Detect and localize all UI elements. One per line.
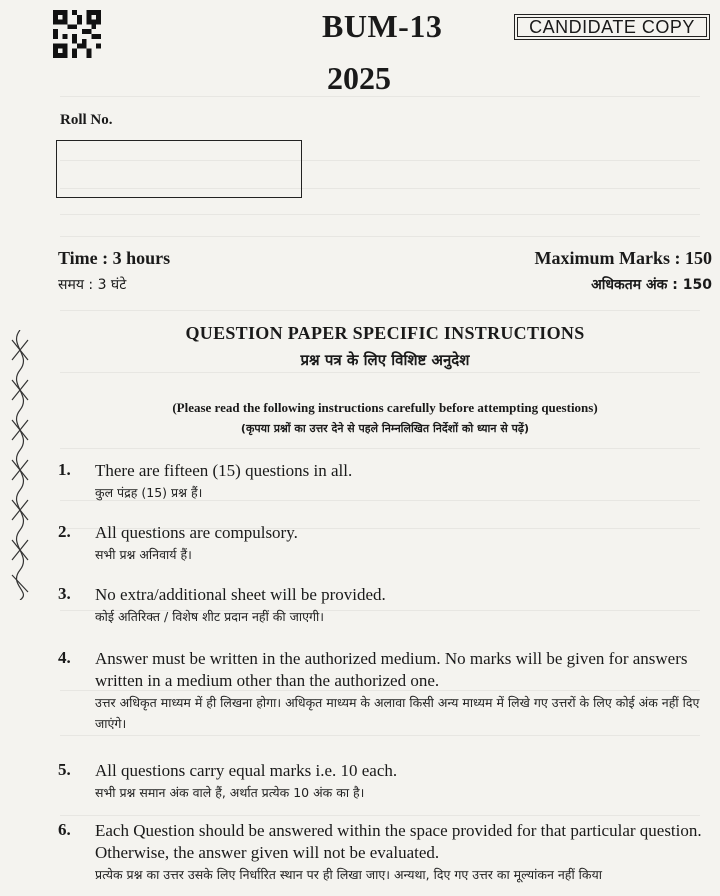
instruction-item bbox=[58, 820, 718, 885]
instruction-item bbox=[58, 522, 718, 565]
item-text: All questions are compulsory. bbox=[95, 523, 298, 542]
item-text: Each Question should be answered within the space provided for that particular question. Otherwise, the answer given will not be evaluated. bbox=[95, 821, 702, 862]
item-text-hindi: कुल पंद्रह (15) प्रश्न हैं। bbox=[95, 485, 203, 500]
item-number: 2. bbox=[58, 522, 71, 541]
time-hindi: समय : 3 घंटे bbox=[58, 277, 127, 293]
item-number: 1. bbox=[58, 460, 71, 479]
item-number: 6. bbox=[58, 820, 71, 839]
item-text: All questions carry equal marks i.e. 10 each. bbox=[95, 761, 398, 780]
instructions-note-hindi: (कृपया प्रश्नों का उत्तर देने से पहले निम्नलिखित निर्देशों को ध्यान से पढ़ें) bbox=[240, 422, 530, 435]
item-text: Answer must be written in the authorized medium. No marks will be given for answers written in a medium other than the authorized one. bbox=[95, 649, 688, 690]
item-number: 4. bbox=[58, 648, 71, 667]
item-text-hindi: उत्तर अधिकृत माध्यम में ही लिखना होगा। अधिकृत माध्यम के अलावा किसी अन्य माध्यम में लिखे गए उत्तरों के लिए कोई अंक नहीं दिए जाएंगे। bbox=[95, 695, 700, 731]
decorative-border-strip bbox=[6, 330, 34, 600]
item-text: No extra/additional sheet will be provided. bbox=[95, 585, 386, 604]
item-text-hindi: सभी प्रश्न समान अंक वाले हैं, अर्थात प्रत्येक 10 अंक का है। bbox=[95, 785, 365, 800]
instruction-item bbox=[58, 584, 718, 627]
candidate-copy-badge bbox=[514, 14, 710, 40]
instruction-item bbox=[58, 648, 718, 734]
roll-number-box[interactable] bbox=[56, 140, 302, 198]
max-marks-hindi: अधिकतम अंक : 150 bbox=[591, 277, 712, 293]
instructions-title-hindi: प्रश्न पत्र के लिए विशिष्ट अनुदेश bbox=[300, 351, 470, 369]
instructions-title: QUESTION PAPER SPECIFIC INSTRUCTIONS bbox=[185, 323, 585, 343]
item-text-hindi: कोई अतिरिक्त / विशेष शीट प्रदान नहीं की जाएगी। bbox=[95, 609, 325, 624]
instructions-note: (Please read the following instructions carefully before attempting questions) bbox=[172, 400, 598, 415]
candidate-copy-label: CANDIDATE COPY bbox=[517, 17, 707, 37]
instruction-item bbox=[58, 460, 718, 503]
instruction-item bbox=[58, 760, 718, 803]
time-english: Time : 3 hours bbox=[58, 248, 171, 268]
roll-number-label: Roll No. bbox=[60, 112, 113, 128]
item-text-hindi: प्रत्येक प्रश्न का उत्तर उसके लिए निर्धारित स्थान पर ही लिखा जाए। अन्यथा, दिए गए उत्तर का मूल्यांकन नहीं किया bbox=[95, 867, 602, 882]
item-text-hindi: सभी प्रश्न अनिवार्य हैं। bbox=[95, 547, 192, 562]
item-number: 3. bbox=[58, 584, 71, 603]
paper-code: BUM-13 bbox=[322, 8, 443, 44]
qr-code-icon bbox=[52, 10, 102, 58]
max-marks-english: Maximum Marks : 150 bbox=[534, 248, 712, 268]
item-text: There are fifteen (15) questions in all. bbox=[95, 461, 353, 480]
exam-year: 2025 bbox=[327, 60, 391, 96]
item-number: 5. bbox=[58, 760, 71, 779]
